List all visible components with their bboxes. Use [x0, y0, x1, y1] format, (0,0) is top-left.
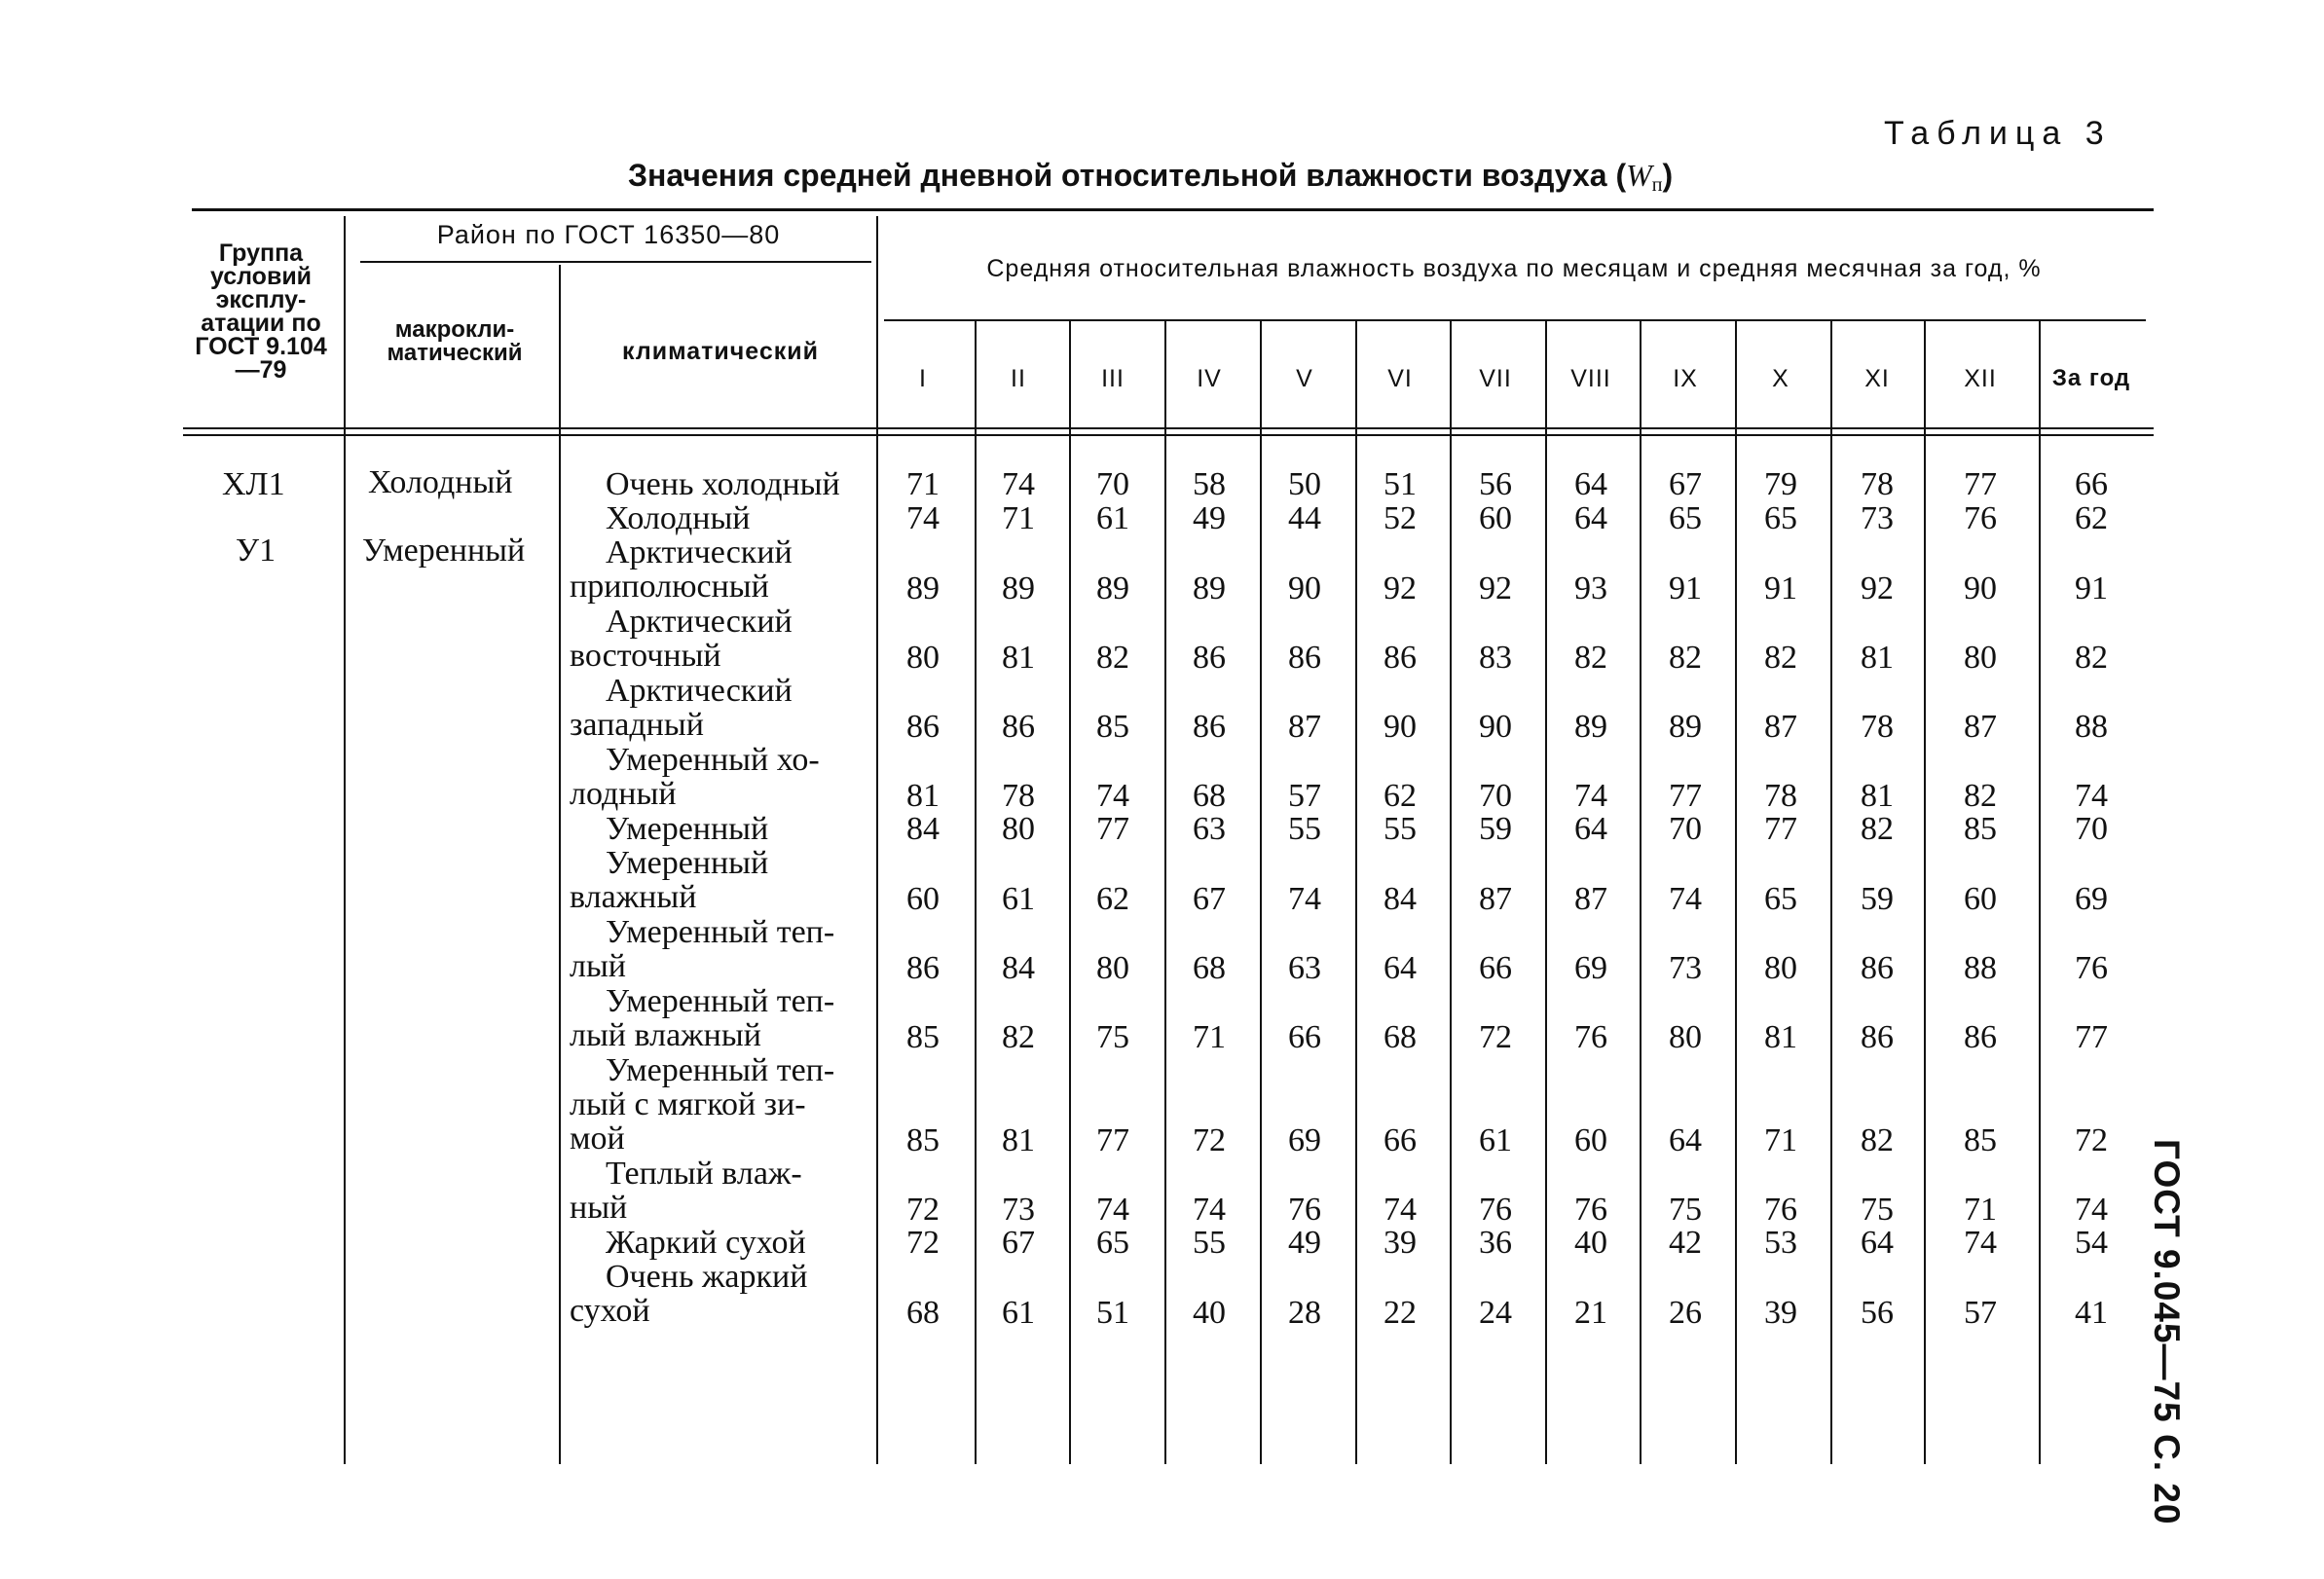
- humidity-value: 86: [906, 709, 940, 745]
- humidity-value: 76: [2075, 950, 2108, 986]
- humidity-value: 44: [1288, 500, 1321, 536]
- month-col-divider: [1735, 321, 1737, 1464]
- humidity-value: 70: [1479, 778, 1512, 814]
- humidity-value: 59: [1479, 811, 1512, 847]
- humidity-value: 74: [2075, 778, 2108, 814]
- climatic-cell: Умеренный: [606, 811, 769, 847]
- humidity-value: 66: [1288, 1019, 1321, 1055]
- humidity-value: 74: [1288, 881, 1321, 917]
- macro-cell-temperate: Умеренный: [362, 532, 526, 569]
- humidity-value: 59: [1861, 881, 1894, 917]
- humidity-value: 63: [1288, 950, 1321, 986]
- humidity-value: 74: [2075, 1192, 2108, 1228]
- month-header: VI: [1387, 365, 1413, 392]
- humidity-value: 74: [1574, 778, 1607, 814]
- humidity-value: 77: [1964, 466, 1997, 502]
- humidity-value: 82: [1964, 778, 1997, 814]
- humidity-value: 77: [1669, 778, 1702, 814]
- month-header: V: [1296, 365, 1313, 392]
- humidity-value: 69: [1288, 1122, 1321, 1158]
- humidity-value: 74: [1096, 1192, 1129, 1228]
- humidity-value: 49: [1193, 500, 1226, 536]
- humidity-value: 91: [1669, 570, 1702, 606]
- climatic-cell: лый с мягкой зи-: [570, 1086, 806, 1122]
- climatic-cell: лый влажный: [570, 1017, 761, 1053]
- humidity-value: 60: [906, 881, 940, 917]
- humidity-value: 71: [1764, 1122, 1797, 1158]
- table-top-rule: [192, 208, 2154, 211]
- humidity-value: 90: [1479, 709, 1512, 745]
- humidity-value: 56: [1861, 1295, 1894, 1331]
- humidity-value: 80: [1764, 950, 1797, 986]
- humidity-value: 86: [1964, 1019, 1997, 1055]
- humidity-value: 86: [1193, 640, 1226, 676]
- humidity-value: 75: [1669, 1192, 1702, 1228]
- humidity-value: 73: [1669, 950, 1702, 986]
- humidity-value: 85: [1096, 709, 1129, 745]
- title-symbol: $W_п$: [1626, 158, 1663, 196]
- humidity-value: 82: [1002, 1019, 1035, 1055]
- humidity-value: 75: [1861, 1192, 1894, 1228]
- humidity-value: 80: [1964, 640, 1997, 676]
- humidity-value: 26: [1669, 1295, 1702, 1331]
- humidity-value: 42: [1669, 1225, 1702, 1261]
- humidity-value: 88: [2075, 709, 2108, 745]
- humidity-value: 85: [1964, 1122, 1997, 1158]
- humidity-value: 84: [1002, 950, 1035, 986]
- humidity-value: 89: [1669, 709, 1702, 745]
- month-col-divider: [1355, 321, 1357, 1464]
- humidity-value: 70: [2075, 811, 2108, 847]
- humidity-value: 64: [1574, 500, 1607, 536]
- humidity-value: 77: [1764, 811, 1797, 847]
- climatic-cell: Теплый влаж-: [606, 1156, 802, 1192]
- humidity-value: 72: [1193, 1122, 1226, 1158]
- humidity-value: 78: [1861, 466, 1894, 502]
- humidity-value: 64: [1574, 811, 1607, 847]
- col-divider-climatic: [876, 216, 878, 1464]
- humidity-value: 74: [906, 500, 940, 536]
- humidity-value: 87: [1574, 881, 1607, 917]
- humidity-value: 56: [1479, 466, 1512, 502]
- humidity-value: 40: [1193, 1295, 1226, 1331]
- humidity-value: 90: [1383, 709, 1417, 745]
- humidity-value: 79: [1764, 466, 1797, 502]
- climatic-cell: Умеренный: [606, 845, 769, 881]
- humidity-value: 64: [1574, 466, 1607, 502]
- humidity-value: 72: [1479, 1019, 1512, 1055]
- humidity-value: 66: [1479, 950, 1512, 986]
- humidity-value: 71: [1193, 1019, 1226, 1055]
- humidity-value: 51: [1383, 466, 1417, 502]
- humidity-value: 69: [2075, 881, 2108, 917]
- humidity-value: 65: [1096, 1225, 1129, 1261]
- humidity-value: 91: [2075, 570, 2108, 606]
- month-header: III: [1101, 365, 1125, 392]
- humidity-value: 66: [1383, 1122, 1417, 1158]
- humidity-value: 50: [1288, 466, 1321, 502]
- humidity-value: 71: [906, 466, 940, 502]
- humidity-value: 39: [1383, 1225, 1417, 1261]
- humidity-value: 68: [1193, 950, 1226, 986]
- humidity-value: 86: [906, 950, 940, 986]
- climatic-cell: приполюсный: [570, 569, 769, 605]
- climatic-cell: западный: [570, 707, 704, 743]
- humidity-value: 65: [1669, 500, 1702, 536]
- month-col-divider: [1260, 321, 1262, 1464]
- humidity-value: 62: [1383, 778, 1417, 814]
- humidity-value: 86: [1002, 709, 1035, 745]
- climatic-cell: Холодный: [606, 500, 751, 536]
- humidity-value: 80: [1096, 950, 1129, 986]
- title-subscript: п: [1651, 174, 1663, 196]
- humidity-value: 28: [1288, 1295, 1321, 1331]
- climatic-cell: Умеренный теп-: [606, 914, 835, 950]
- humidity-value: 61: [1002, 881, 1035, 917]
- month-header: XII: [1964, 365, 1997, 392]
- table-title: [628, 158, 1673, 197]
- humidity-value: 49: [1288, 1225, 1321, 1261]
- climatic-cell: Арктический: [606, 604, 793, 640]
- humidity-value: 81: [1861, 640, 1894, 676]
- humidity-value: 64: [1383, 950, 1417, 986]
- humidity-value: 82: [1096, 640, 1129, 676]
- humidity-value: 78: [1861, 709, 1894, 745]
- humidity-value: 62: [2075, 500, 2108, 536]
- climatic-cell: Арктический: [606, 534, 793, 570]
- climatic-header: климатический: [622, 338, 819, 365]
- macro-header: макрокли-матический: [387, 316, 523, 366]
- group-cell-hl1: ХЛ1: [222, 466, 285, 502]
- humidity-value: 67: [1002, 1225, 1035, 1261]
- macro-cell-cold: Холодный: [368, 464, 513, 500]
- humidity-value: 70: [1669, 811, 1702, 847]
- humidity-value: 66: [2075, 466, 2108, 502]
- month-header: VIII: [1570, 365, 1611, 392]
- humidity-value: 55: [1288, 811, 1321, 847]
- humidity-value: 71: [1002, 500, 1035, 536]
- humidity-value: 85: [906, 1019, 940, 1055]
- humidity-value: 80: [1669, 1019, 1702, 1055]
- month-col-divider: [1450, 321, 1452, 1464]
- region-header: Район по ГОСТ 16350—80: [436, 220, 781, 249]
- humidity-value: 86: [1383, 640, 1417, 676]
- month-col-divider: [1924, 321, 1926, 1464]
- side-caption: ГОСТ 9.045—75 С. 20: [2147, 1139, 2187, 1525]
- climatic-cell: Очень жаркий: [606, 1259, 808, 1295]
- humidity-value: 74: [1193, 1192, 1226, 1228]
- humidity-value: 82: [1861, 811, 1894, 847]
- month-header: IV: [1197, 365, 1222, 392]
- climatic-cell: Очень холодный: [606, 466, 840, 502]
- col-divider-macro: [559, 265, 561, 1464]
- humidity-value: 89: [906, 570, 940, 606]
- humidity-value: 72: [906, 1192, 940, 1228]
- month-col-divider: [1640, 321, 1642, 1464]
- climatic-cell: ный: [570, 1190, 628, 1226]
- humidity-value: 65: [1764, 881, 1797, 917]
- humidity-value: 39: [1764, 1295, 1797, 1331]
- humidity-value: 72: [2075, 1122, 2108, 1158]
- humidity-value: 53: [1764, 1225, 1797, 1261]
- humidity-value: 82: [1669, 640, 1702, 676]
- humidity-value: 40: [1574, 1225, 1607, 1261]
- humidity-value: 85: [906, 1122, 940, 1158]
- month-col-divider: [1164, 321, 1166, 1464]
- humidity-value: 74: [1964, 1225, 1997, 1261]
- humidity-value: 73: [1002, 1192, 1035, 1228]
- humidity-value: 91: [1764, 570, 1797, 606]
- humidity-value: 76: [1764, 1192, 1797, 1228]
- humidity-value: 73: [1861, 500, 1894, 536]
- humidity-value: 74: [1383, 1192, 1417, 1228]
- humidity-value: 55: [1193, 1225, 1226, 1261]
- humidity-value: 81: [1764, 1019, 1797, 1055]
- humidity-value: 74: [1002, 466, 1035, 502]
- humidity-value: 81: [1002, 1122, 1035, 1158]
- humidity-value: 58: [1193, 466, 1226, 502]
- humidity-header: Средняя относительная влажность воздуха по месяцам и средняя месячная за год, %: [986, 255, 2042, 282]
- humidity-value: 61: [1479, 1122, 1512, 1158]
- header-bottom-rule-1: [183, 427, 2154, 429]
- humidity-value: 82: [1574, 640, 1607, 676]
- group-header: Группа условий эксплу-атации по ГОСТ 9.104—79: [195, 239, 327, 384]
- humidity-value: 77: [1096, 1122, 1129, 1158]
- humidity-value: 41: [2075, 1295, 2108, 1331]
- climatic-cell: Умеренный теп-: [606, 1052, 835, 1088]
- climatic-cell: мой: [570, 1120, 625, 1157]
- humidity-value: 67: [1193, 881, 1226, 917]
- humidity-value: 92: [1861, 570, 1894, 606]
- climatic-cell: Умеренный хо-: [606, 742, 820, 778]
- month-header: IX: [1673, 365, 1698, 392]
- climatic-cell: влажный: [570, 879, 697, 915]
- humidity-value: 81: [1002, 640, 1035, 676]
- month-col-divider: [975, 321, 977, 1464]
- humidity-value: 90: [1964, 570, 1997, 606]
- humidity-value: 82: [2075, 640, 2108, 676]
- climatic-cell: лый: [570, 948, 627, 984]
- humidity-value: 74: [1096, 778, 1129, 814]
- humidity-value: 61: [1002, 1295, 1035, 1331]
- month-col-divider: [2039, 321, 2041, 1464]
- humidity-value: 78: [1002, 778, 1035, 814]
- humidity-value: 87: [1964, 709, 1997, 745]
- month-header: За год: [2051, 365, 2131, 391]
- humidity-value: 62: [1096, 881, 1129, 917]
- humidity-value: 87: [1764, 709, 1797, 745]
- humidity-value: 51: [1096, 1295, 1129, 1331]
- humidity-value: 21: [1574, 1295, 1607, 1331]
- humidity-value: 83: [1479, 640, 1512, 676]
- title-suffix: ): [1662, 158, 1674, 193]
- humidity-value: 64: [1861, 1225, 1894, 1261]
- humidity-value: 68: [1193, 778, 1226, 814]
- humidity-value: 92: [1383, 570, 1417, 606]
- group-cell-u1: У1: [236, 532, 277, 569]
- humidity-value: 52: [1383, 500, 1417, 536]
- humidity-value: 67: [1669, 466, 1702, 502]
- humidity-value: 76: [1574, 1192, 1607, 1228]
- humidity-value: 72: [906, 1225, 940, 1261]
- humidity-value: 89: [1193, 570, 1226, 606]
- humidity-value: 87: [1479, 881, 1512, 917]
- humidity-value: 82: [1764, 640, 1797, 676]
- humidity-value: 57: [1288, 778, 1321, 814]
- humidity-value: 86: [1861, 950, 1894, 986]
- humidity-value: 76: [1479, 1192, 1512, 1228]
- climatic-cell: Жаркий сухой: [606, 1225, 806, 1261]
- humidity-value: 82: [1861, 1122, 1894, 1158]
- humidity-value: 84: [906, 811, 940, 847]
- humidity-value: 74: [1669, 881, 1702, 917]
- humidity-value: 90: [1288, 570, 1321, 606]
- month-header: VII: [1479, 365, 1512, 392]
- humidity-value: 65: [1764, 500, 1797, 536]
- humidity-value: 64: [1669, 1122, 1702, 1158]
- humidity-value: 89: [1096, 570, 1129, 606]
- humidity-value: 80: [1002, 811, 1035, 847]
- climatic-cell: Арктический: [606, 673, 793, 709]
- month-col-divider: [1830, 321, 1832, 1464]
- humidity-value: 71: [1964, 1192, 1997, 1228]
- title-prefix: Значения средней дневной относительной влажности воздуха (: [628, 158, 1627, 193]
- month-header: I: [919, 365, 927, 392]
- humidity-value: 75: [1096, 1019, 1129, 1055]
- climatic-cell: восточный: [570, 638, 721, 674]
- month-col-divider: [1545, 321, 1547, 1464]
- humidity-value: 68: [1383, 1019, 1417, 1055]
- humidity-value: 89: [1002, 570, 1035, 606]
- humidity-value: 36: [1479, 1225, 1512, 1261]
- humidity-value: 55: [1383, 811, 1417, 847]
- humidity-value: 86: [1193, 709, 1226, 745]
- humidity-value: 76: [1964, 500, 1997, 536]
- humidity-value: 81: [906, 778, 940, 814]
- humidity-value: 84: [1383, 881, 1417, 917]
- humidity-value: 60: [1964, 881, 1997, 917]
- month-header: XI: [1864, 365, 1890, 392]
- humidity-value: 86: [1288, 640, 1321, 676]
- humidity-value: 89: [1574, 709, 1607, 745]
- humidity-value: 24: [1479, 1295, 1512, 1331]
- month-header: II: [1011, 365, 1026, 392]
- humidity-value: 77: [2075, 1019, 2108, 1055]
- humidity-value: 76: [1288, 1192, 1321, 1228]
- climatic-cell: лодный: [570, 776, 677, 812]
- humidity-value: 70: [1096, 466, 1129, 502]
- month-col-divider: [1069, 321, 1071, 1464]
- humidity-value: 61: [1096, 500, 1129, 536]
- humidity-value: 81: [1861, 778, 1894, 814]
- humidity-value: 80: [906, 640, 940, 676]
- humidity-value: 68: [906, 1295, 940, 1331]
- climatic-cell: сухой: [570, 1293, 650, 1329]
- humidity-value: 85: [1964, 811, 1997, 847]
- humidity-underline: [884, 319, 2146, 321]
- col-divider-group: [344, 216, 346, 1464]
- month-header: X: [1772, 365, 1789, 392]
- humidity-value: 60: [1574, 1122, 1607, 1158]
- humidity-value: 69: [1574, 950, 1607, 986]
- humidity-value: 54: [2075, 1225, 2108, 1261]
- table-number: Таблица 3: [1884, 115, 2112, 152]
- humidity-value: 22: [1383, 1295, 1417, 1331]
- humidity-value: 60: [1479, 500, 1512, 536]
- humidity-value: 78: [1764, 778, 1797, 814]
- region-underline: [360, 261, 871, 263]
- humidity-value: 86: [1861, 1019, 1894, 1055]
- header-bottom-rule-2: [183, 434, 2154, 436]
- humidity-value: 93: [1574, 570, 1607, 606]
- humidity-value: 63: [1193, 811, 1226, 847]
- humidity-value: 57: [1964, 1295, 1997, 1331]
- humidity-value: 92: [1479, 570, 1512, 606]
- humidity-value: 88: [1964, 950, 1997, 986]
- humidity-value: 77: [1096, 811, 1129, 847]
- humidity-value: 76: [1574, 1019, 1607, 1055]
- climatic-cell: Умеренный теп-: [606, 983, 835, 1019]
- humidity-value: 87: [1288, 709, 1321, 745]
